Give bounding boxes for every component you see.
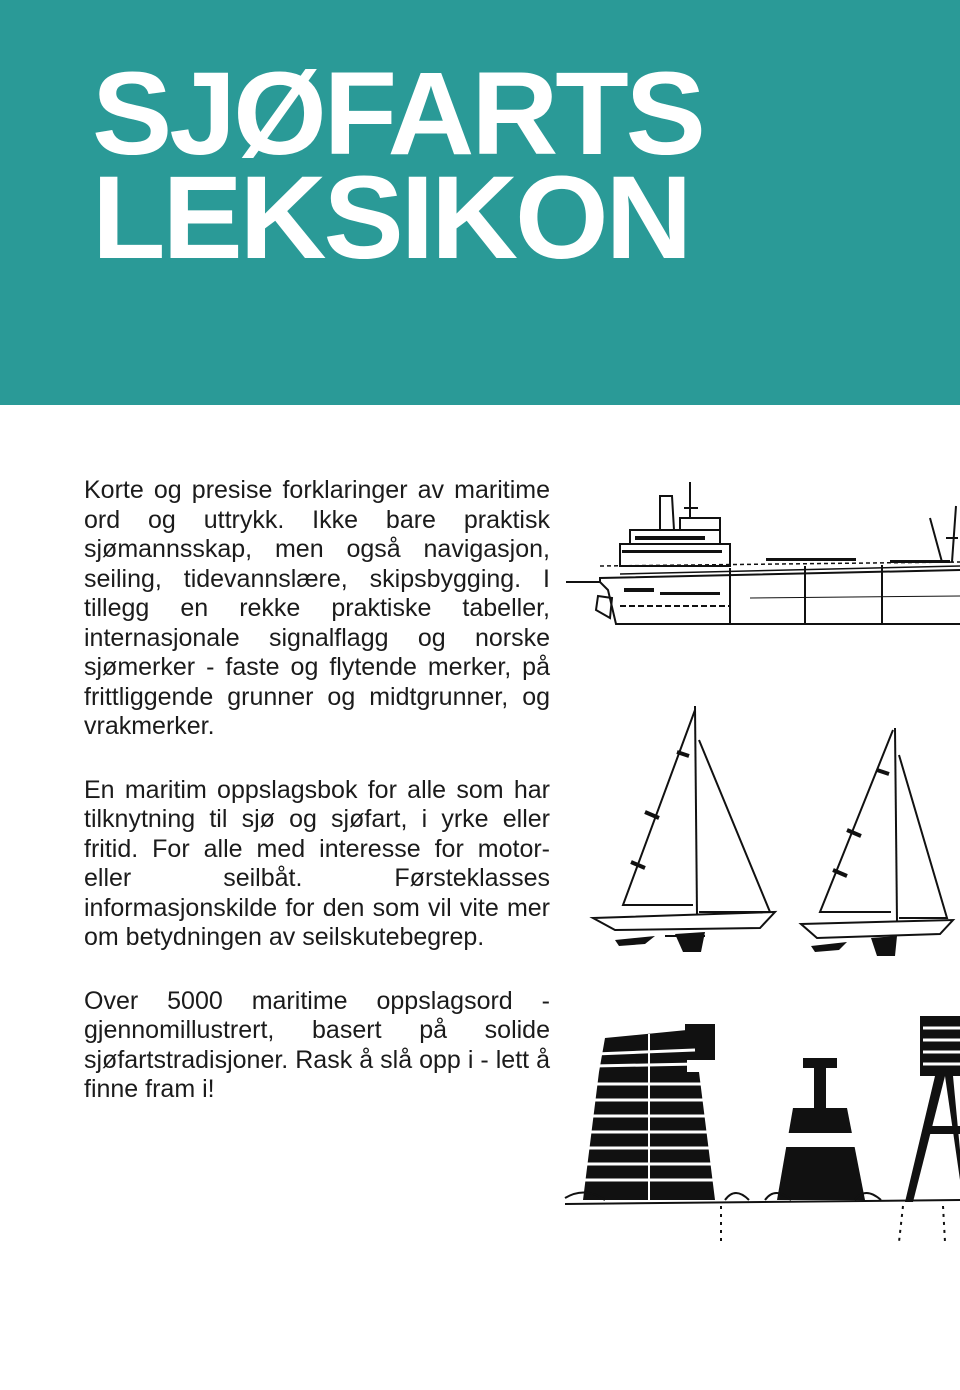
ship-drawing <box>560 478 960 638</box>
blurb-paragraph-1: Korte og presise forklaringer av maritime ord og uttrykk. Ikke bare praktisk sjømannsskap, men også navigasjon, seiling, tidevannslære, skipsbygging. I tillegg en rekke praktiske tabeller, internasjonale signalflagg og norske sjømerker - faste og flytende merker, på frittliggende grunner og midtgrunner, og vrakmerker. <box>84 476 550 740</box>
blurb-paragraph-2: En maritim oppslagsbok for alle som har tilknytning til sjø og sjøfart, i yrke eller fritid. For alle med interesse for motor- eller seilbåt. Førsteklasses informasjonskilde for den som vil vite mer om betydningen av seilskutebegrep. <box>84 775 550 951</box>
book-title <box>92 48 703 284</box>
blurb-text <box>84 476 550 1139</box>
sea-marks-drawing <box>565 1010 960 1245</box>
title-line-1: SJØFARTS <box>92 48 703 180</box>
sailboats-drawing <box>585 700 960 960</box>
cover-banner <box>0 0 960 405</box>
blurb-paragraph-3: Over 5000 maritime oppslagsord - gjennomillustrert, basert på solide sjøfartstradisjoner. Rask å slå opp i - lett å finne fram i! <box>84 986 550 1103</box>
title-line-2: LEKSIKON <box>92 152 690 284</box>
